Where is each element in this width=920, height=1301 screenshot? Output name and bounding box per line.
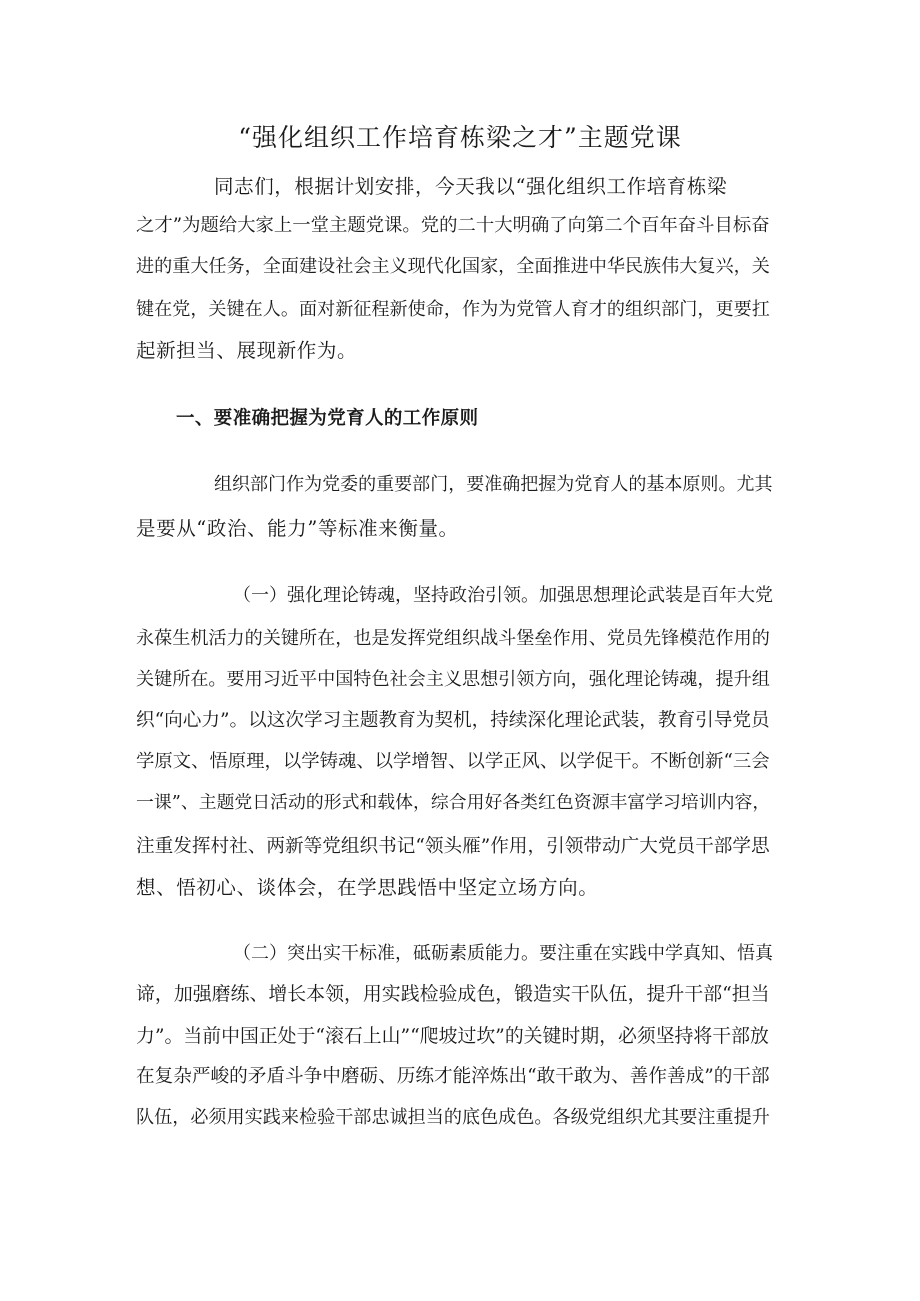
paragraph-line: 学原文、悟原理，以学铸魂、以学增智、以学正风、以学促干。不断创新“三会	[136, 751, 770, 772]
paragraph-line: 关键所在。要用习近平中国特色社会主义思想引领方向，强化理论铸魂，提升组	[136, 669, 770, 690]
paragraph-line: 在复杂严峻的矛盾斗争中磨砺、历练才能淬炼出“敢干敢为、善作善成”的干部	[136, 1066, 770, 1087]
paragraph-line: 起新担当、展现新作为。	[136, 339, 358, 362]
paragraph-line: 进的重大任务，全面建设社会主义现代化国家，全面推进中华民族伟大复兴，关	[136, 256, 770, 277]
paragraph-line: （二）突出实干标准，砥砺素质能力。要注重在实践中学真知、悟真	[233, 943, 773, 964]
paragraph-line: 同志们，根据计划安排，今天我以“强化组织工作培育栋梁	[214, 175, 728, 198]
paragraph-line: 之才”为题给大家上一堂主题党课。党的二十大明确了向第二个百年奋斗目标奋	[136, 215, 770, 236]
paragraph-line: 力”。当前中国正处于“滚石上山”“爬坡过坎”的关键时期，必须坚持将干部放	[136, 1025, 769, 1047]
paragraph-line: 谛，加强磨练、增长本领，用实践检验成色，锻造实干队伍，提升干部“担当	[136, 983, 770, 1005]
paragraph-line: 注重发挥村社、两新等党组织书记“领头雁”作用，引领带动广大党员干部学思	[136, 836, 770, 857]
paragraph-line: 队伍，必须用实践来检验干部忠诚担当的底色成色。各级党组织尤其要注重提升	[136, 1107, 770, 1128]
paragraph-line: 织“向心力”。以这次学习主题教育为契机，持续深化理论武装，教育引导党员	[136, 710, 770, 731]
paragraph-line: 键在党，关键在人。面对新征程新使命，作为为党管人育才的组织部门，更要扛	[136, 299, 770, 320]
paragraph-line: 一课”、主题党日活动的形式和载体，综合用好各类红色资源丰富学习培训内容，	[136, 792, 771, 813]
paragraph-line: 是要从“政治、能力”等标准来衡量。	[136, 517, 459, 540]
document-title: “强化组织工作培育栋梁之才”主题党课	[238, 123, 682, 152]
paragraph-line: 组织部门作为党委的重要部门，要准确把握为党育人的基本原则。尤其	[214, 474, 773, 495]
section-heading: 一、要准确把握为党育人的工作原则	[176, 408, 479, 429]
paragraph-line: 永葆生机活力的关键所在，也是发挥党组织战斗堡垒作用、党员先锋模范作用的	[136, 628, 770, 649]
paragraph-line: （一）强化理论铸魂，坚持政治引领。加强思想理论武装是百年大党	[233, 585, 773, 606]
paragraph-line: 想、悟初心、谈体会，在学思践悟中坚定立场方向。	[136, 876, 599, 899]
